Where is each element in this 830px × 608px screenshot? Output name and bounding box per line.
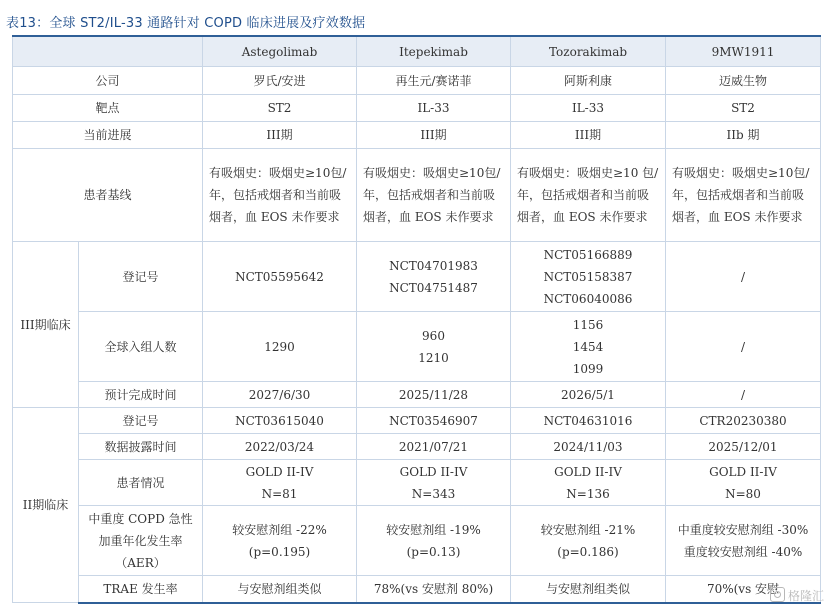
line: N=343 [411,486,456,501]
cell-p2-trae: 78%(vs 安慰剂 80%) [357,576,511,603]
header-blank [13,36,203,67]
cell-p2-registration: NCT04631016 [511,408,666,434]
row-label: 登记号 [79,242,203,312]
row-label: 当前进展 [13,122,203,149]
watermark-text: 格隆汇 [787,589,824,603]
line: N=136 [566,486,610,501]
cell-p3-enrollment [357,312,511,382]
line: 1156 [572,317,604,332]
row-p3-completion [13,382,821,408]
row-label: TRAE 发生率 [79,576,203,603]
cell-target: ST2 [666,95,821,122]
line: 1454 [572,339,604,354]
cell-p2-registration: CTR20230380 [666,408,821,434]
cell-p2-disclosure: 2022/03/24 [203,434,357,460]
line: 较安慰剂组 -21% [540,522,636,537]
cell-p2-aer [203,506,357,576]
line: GOLD II-IV [245,464,314,479]
table-header-row [13,36,821,67]
line: 加重年化发生率 [98,533,183,548]
row-baseline [13,149,821,242]
cell-p2-disclosure: 2021/07/21 [357,434,511,460]
line: / [740,269,746,284]
line: N=81 [261,486,298,501]
cell-p2-patients [203,460,357,506]
cell-p3-completion: / [666,382,821,408]
cell-baseline: 有吸烟史：吸烟史≥10包/年，包括戒烟者和当前吸烟者，血 EOS 未作要求 [357,149,511,242]
header-drug: Tozorakimab [511,36,666,67]
row-label-aer [79,506,203,576]
row-label: 患者基线 [13,149,203,242]
header-drug: Itepekimab [357,36,511,67]
cell-baseline: 有吸烟史：吸烟史≥10 包/年，包括戒烟者和当前吸烟者，血 EOS 未作要求 [511,149,666,242]
row-company [13,67,821,95]
cell-stage: IIb 期 [666,122,821,149]
row-p2-aer [13,506,821,576]
row-label: 公司 [13,67,203,95]
line: (p=0.195) [248,544,311,559]
phase3-group-label: III期临床 [13,242,79,408]
line: （AER） [115,555,166,570]
cell-company: 阿斯利康 [511,67,666,95]
line: (p=0.186) [557,544,619,559]
row-label: 患者情况 [79,460,203,506]
row-p3-enrollment [13,312,821,382]
phase2-group-label: II期临床 [13,408,79,603]
cell-p2-trae: 与安慰剂组类似 [203,576,357,603]
row-target [13,95,821,122]
row-p2-registration [13,408,821,434]
cell-baseline: 有吸烟史：吸烟史≥10包/年，包括戒烟者和当前吸烟者，血 EOS 未作要求 [666,149,821,242]
cell-p2-patients [357,460,511,506]
cell-p2-trae: 与安慰剂组类似 [511,576,666,603]
line: 1099 [572,361,604,376]
line: NCT06040086 [543,291,633,306]
row-p2-patients [13,460,821,506]
cell-stage: III期 [203,122,357,149]
watermark [770,587,824,604]
row-label: 数据披露时间 [79,434,203,460]
cell-p3-completion: 2026/5/1 [511,382,666,408]
row-label: 预计完成时间 [79,382,203,408]
line: 较安慰剂组 -19% [386,522,481,537]
cell-p2-aer [357,506,511,576]
line: NCT04701983 [389,258,478,273]
row-label: 全球入组人数 [79,312,203,382]
cell-p3-enrollment [511,312,666,382]
cell-p2-registration: NCT03546907 [357,408,511,434]
copd-pipeline-table-container [12,35,820,604]
line: GOLD II-IV [709,464,777,479]
row-label: 靶点 [13,95,203,122]
line: 中重度 COPD 急性 [88,511,193,526]
row-p2-disclosure [13,434,821,460]
cell-company: 罗氏/安进 [203,67,357,95]
cell-p3-registration [666,242,821,312]
row-stage [13,122,821,149]
cell-target: IL-33 [357,95,511,122]
table-caption: 表13：全球 ST2/IL-33 通路针对 COPD 临床进展及疗效数据 [6,16,366,31]
cell-target: IL-33 [511,95,666,122]
cell-baseline: 有吸烟史：吸烟史≥10包/年，包括戒烟者和当前吸烟者，血 EOS 未作要求 [203,149,357,242]
cell-company: 迈威生物 [666,67,821,95]
cell-stage: III期 [511,122,666,149]
cell-p2-disclosure: 2024/11/03 [511,434,666,460]
cell-p2-aer [511,506,666,576]
cell-p3-registration [511,242,666,312]
line: N=80 [725,486,761,501]
line: NCT04751487 [389,280,478,295]
row-p3-registration [13,242,821,312]
cell-p3-registration [203,242,357,312]
row-label: 登记号 [79,408,203,434]
line: NCT05595642 [235,269,324,284]
cell-p3-enrollment [203,312,357,382]
cell-p2-registration: NCT03615040 [203,408,357,434]
cell-p2-aer [666,506,821,576]
line: 1290 [264,339,295,354]
cell-p2-patients [511,460,666,506]
line: 重度较安慰剂组 -40% [683,544,803,559]
cell-p3-completion: 2027/6/30 [203,382,357,408]
header-drug: 9MW1911 [666,36,821,67]
cell-p3-completion: 2025/11/28 [357,382,511,408]
cell-stage: III期 [357,122,511,149]
line: NCT05158387 [543,269,633,284]
line: NCT05166889 [543,247,633,262]
line: (p=0.13) [406,544,461,559]
row-p2-trae [13,576,821,603]
line: GOLD II-IV [554,464,622,479]
line: 较安慰剂组 -22% [232,522,327,537]
copd-pipeline-table [12,35,821,604]
line: 960 [422,328,445,343]
cell-company: 再生元/赛诺菲 [357,67,511,95]
line: 中重度较安慰剂组 -30% [677,522,809,537]
watermark-icon [770,587,785,602]
cell-p3-registration [357,242,511,312]
line: GOLD II-IV [399,464,468,479]
line: 1210 [418,350,449,365]
cell-target: ST2 [203,95,357,122]
header-drug: Astegolimab [203,36,357,67]
line: / [740,339,746,354]
cell-p2-patients [666,460,821,506]
cell-p3-enrollment [666,312,821,382]
cell-p2-disclosure: 2025/12/01 [666,434,821,460]
cell-p2-trae: 70%(vs 安慰 [666,576,821,603]
